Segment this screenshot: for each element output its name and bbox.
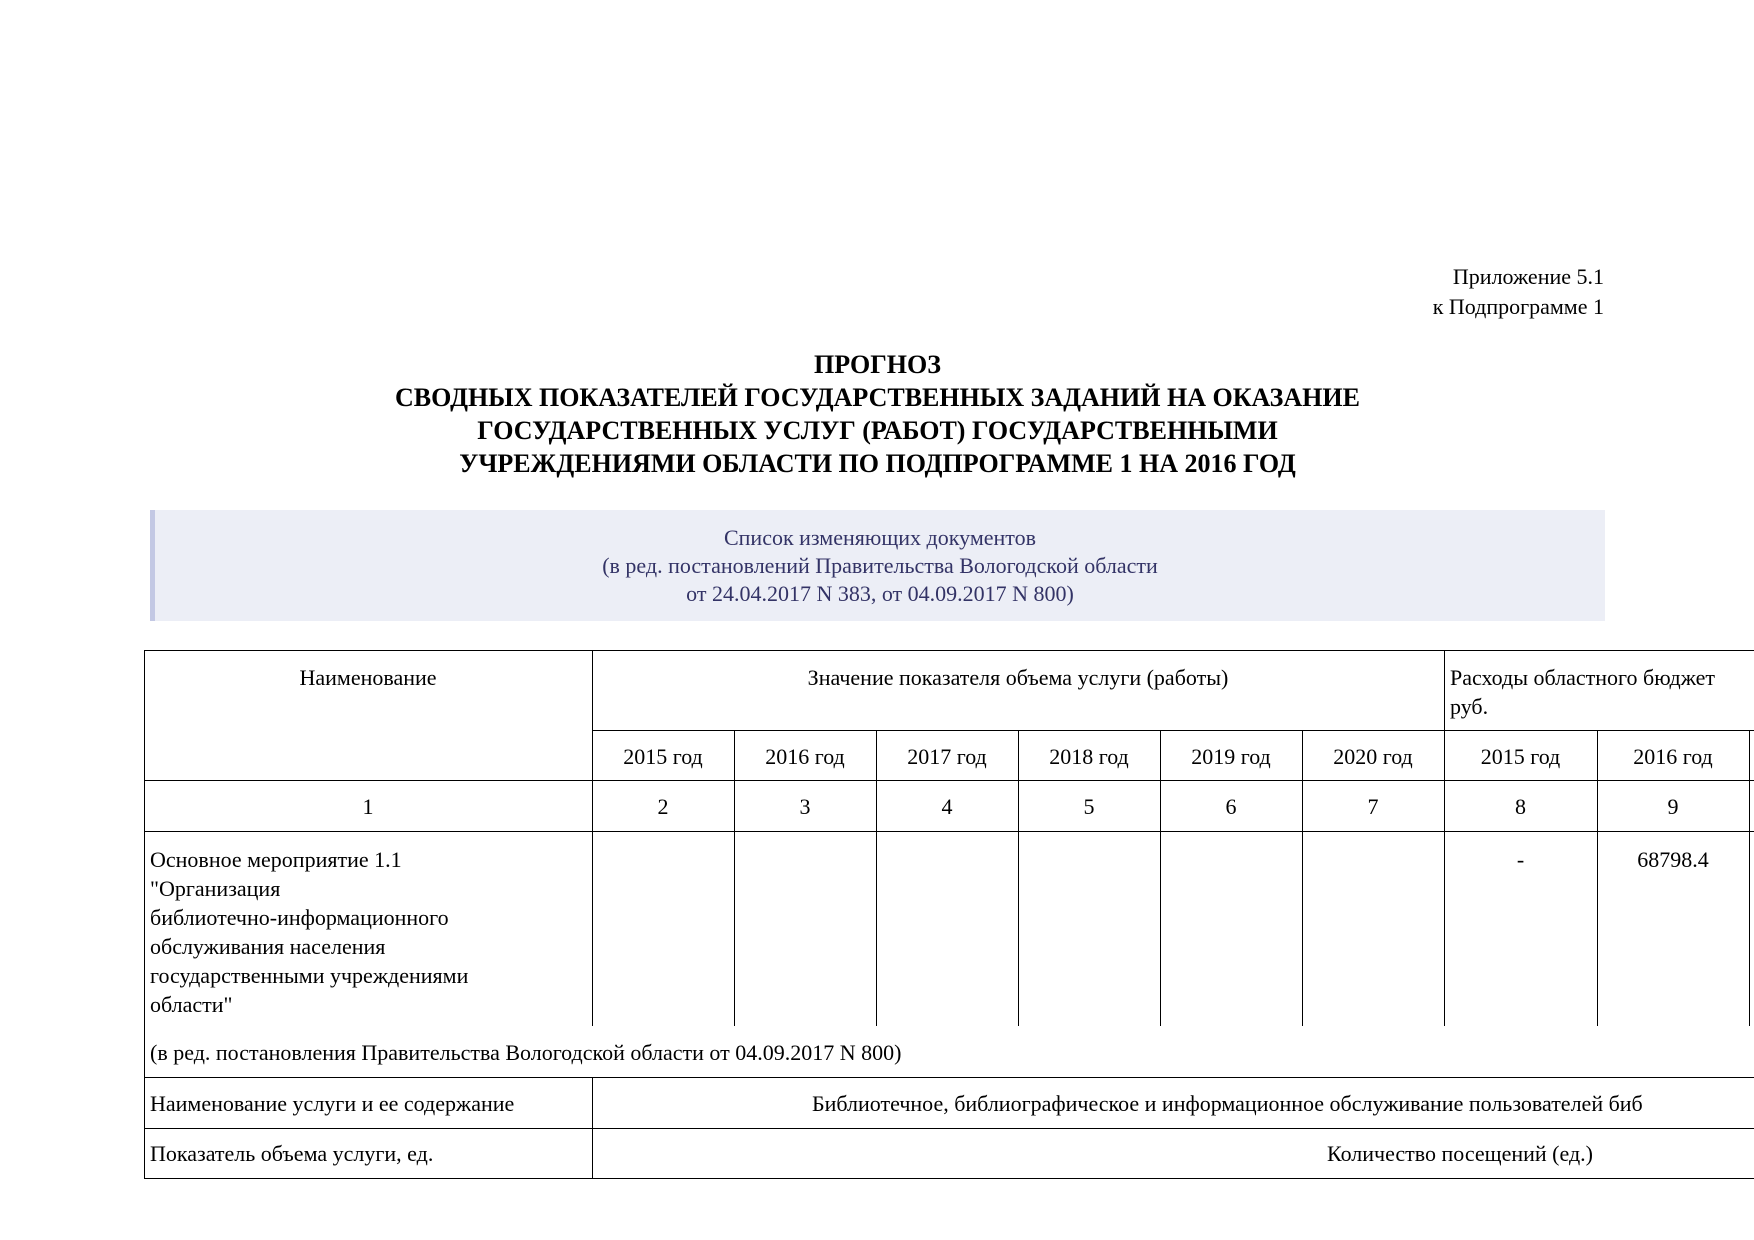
column-number-2: 2 bbox=[657, 794, 669, 819]
amending-documents-box bbox=[150, 510, 1605, 621]
measure-line-5: государственными учреждениями bbox=[150, 963, 469, 988]
header-expenses-line-1: Расходы областного бюджет bbox=[1450, 665, 1715, 690]
table-line-col3 bbox=[734, 730, 735, 1026]
changes-line-3: от 24.04.2017 N 383, от 04.09.2017 N 800) bbox=[686, 581, 1074, 606]
table-line-years-top bbox=[592, 730, 1754, 731]
title-line-1: ПРОГНОЗ bbox=[814, 350, 941, 379]
year-header-8: 2015 год bbox=[1480, 744, 1561, 769]
header-expenses-line-2: руб. bbox=[1450, 694, 1489, 719]
table-line-indicator-top bbox=[144, 1128, 1754, 1129]
service-value: Библиотечное, библиографическое и информационное обслуживание пользователей биб bbox=[812, 1091, 1643, 1116]
table-line-col7 bbox=[1302, 730, 1303, 1026]
title-line-4: УЧРЕЖДЕНИЯМИ ОБЛАСТИ ПО ПОДПРОГРАММЕ 1 НА 2016 ГОД bbox=[459, 449, 1296, 478]
appendix-reference bbox=[1433, 262, 1604, 322]
indicators-table bbox=[144, 650, 1754, 1180]
header-volume: Значение показателя объема услуги (работы) bbox=[807, 665, 1229, 690]
document-title bbox=[150, 348, 1605, 480]
changes-line-1: Список изменяющих документов bbox=[723, 525, 1036, 550]
table-border-top bbox=[144, 650, 1754, 651]
column-number-7: 7 bbox=[1367, 794, 1379, 819]
measure-value-col9: 68798.4 bbox=[1637, 847, 1709, 872]
table-border-bottom bbox=[144, 1178, 1754, 1179]
year-header-2: 2015 год bbox=[623, 744, 703, 769]
indicator-value: Количество посещений (ед.) bbox=[1327, 1141, 1593, 1166]
measure-value-col8: - bbox=[1516, 847, 1525, 872]
table-line-col9 bbox=[1597, 730, 1598, 1026]
year-header-9: 2016 год bbox=[1633, 744, 1713, 769]
table-line-col8 bbox=[1444, 650, 1445, 1026]
table-line-col6 bbox=[1160, 730, 1161, 1026]
year-header-4: 2017 год bbox=[907, 744, 987, 769]
table-line-col10 bbox=[1749, 730, 1750, 1026]
year-header-6: 2019 год bbox=[1191, 744, 1271, 769]
year-header-5: 2018 год bbox=[1049, 744, 1129, 769]
column-number-1: 1 bbox=[362, 794, 374, 819]
year-header-3: 2016 год bbox=[765, 744, 845, 769]
column-number-5: 5 bbox=[1083, 794, 1095, 819]
service-label: Наименование услуги и ее содержание bbox=[150, 1091, 515, 1116]
title-line-3: ГОСУДАРСТВЕННЫХ УСЛУГ (РАБОТ) ГОСУДАРСТВЕННЫМИ bbox=[477, 416, 1278, 445]
table-line-col2 bbox=[592, 650, 593, 1026]
table-border-left bbox=[144, 650, 145, 1179]
measure-line-4: обслуживания населения bbox=[150, 934, 386, 959]
header-name: Наименование bbox=[299, 665, 437, 690]
table-line-col2-lower bbox=[592, 1077, 593, 1179]
edition-note: (в ред. постановления Правительства Вологодской области от 04.09.2017 N 800) bbox=[150, 1040, 902, 1065]
measure-line-6: области" bbox=[150, 992, 233, 1017]
changes-line-2: (в ред. постановлений Правительства Вологодской области bbox=[602, 553, 1158, 578]
appendix-line-2: к Подпрограмме 1 bbox=[1432, 294, 1604, 319]
column-number-4: 4 bbox=[941, 794, 953, 819]
column-number-6: 6 bbox=[1225, 794, 1237, 819]
table-line-col5 bbox=[1018, 730, 1019, 1026]
table-line-service-top bbox=[144, 1077, 1754, 1078]
appendix-line-1: Приложение 5.1 bbox=[1452, 264, 1604, 289]
indicator-label: Показатель объема услуги, ед. bbox=[150, 1141, 434, 1166]
column-number-8: 8 bbox=[1515, 794, 1526, 819]
column-number-3: 3 bbox=[799, 794, 811, 819]
measure-line-1: Основное мероприятие 1.1 bbox=[150, 847, 402, 872]
table-line-numbers-top bbox=[144, 780, 1754, 781]
table-line-measure-top bbox=[144, 831, 1754, 832]
measure-line-2: "Организация bbox=[150, 876, 281, 901]
table-line-col4 bbox=[876, 730, 877, 1026]
column-number-9: 9 bbox=[1667, 794, 1679, 819]
year-header-7: 2020 год bbox=[1333, 744, 1413, 769]
title-line-2: СВОДНЫХ ПОКАЗАТЕЛЕЙ ГОСУДАРСТВЕННЫХ ЗАДАНИЙ НА ОКАЗАНИЕ bbox=[395, 383, 1360, 412]
measure-line-3: библиотечно-информационного bbox=[150, 905, 449, 930]
